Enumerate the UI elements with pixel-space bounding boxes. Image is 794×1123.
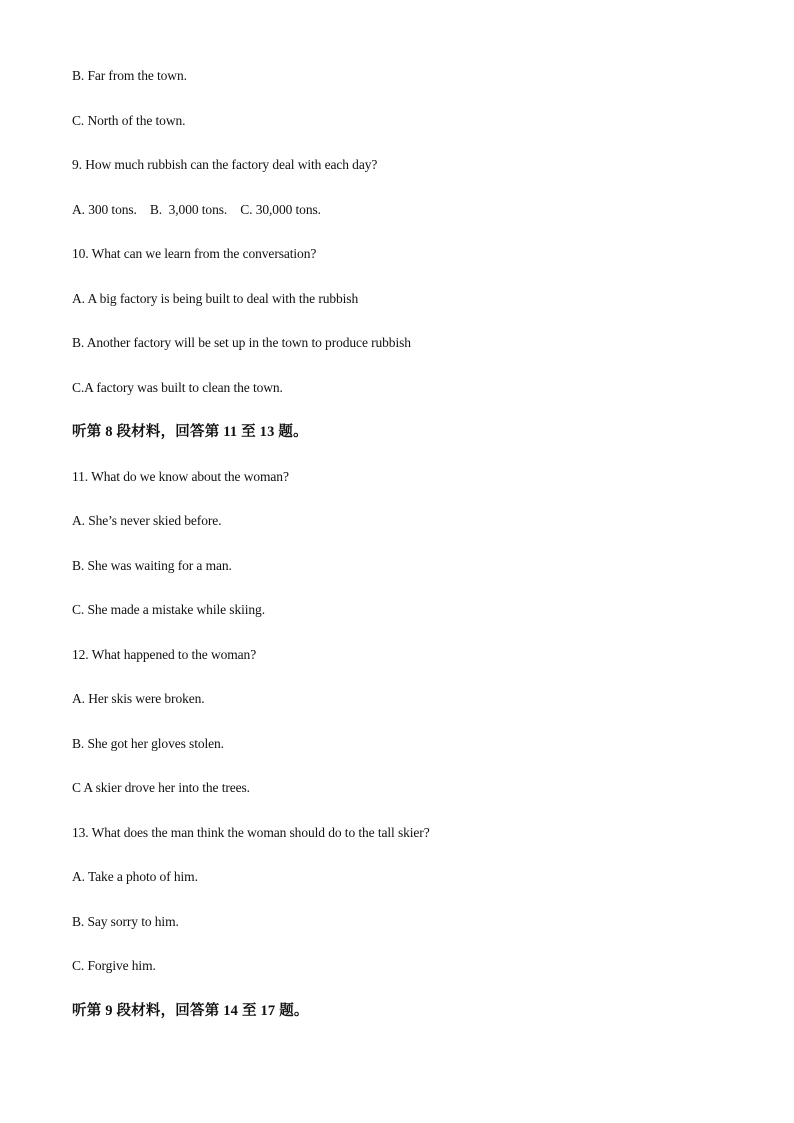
question-12: 12. What happened to the woman? (72, 647, 257, 662)
option-12c: C A skier drove her into the trees. (72, 780, 250, 795)
question-11: 11. What do we know about the woman? (72, 469, 289, 484)
option-13c: C. Forgive him. (72, 958, 156, 973)
question-9: 9. How much rubbish can the factory deal with each day? (72, 157, 378, 172)
option-8b: B. Far from the town. (72, 68, 187, 83)
options-9: A. 300 tons. B. 3,000 tons. C. 30,000 tons. (72, 202, 321, 217)
section-heading-9: 听第 9 段材料，回答第 14 至 17 题。 (72, 1003, 309, 1019)
option-10c: C.A factory was built to clean the town. (72, 380, 283, 395)
option-10b: B. Another factory will be set up in the town to produce rubbish (72, 335, 411, 350)
option-13a: A. Take a photo of him. (72, 869, 198, 884)
option-12a: A. Her skis were broken. (72, 691, 205, 706)
question-10: 10. What can we learn from the conversation? (72, 246, 317, 261)
option-11a: A. She’s never skied before. (72, 513, 222, 528)
option-10a: A. A big factory is being built to deal with the rubbish (72, 291, 359, 306)
option-11c: C. She made a mistake while skiing. (72, 602, 265, 617)
section-heading-8: 听第 8 段材料，回答第 11 至 13 题。 (72, 424, 308, 440)
option-11b: B. She was waiting for a man. (72, 558, 232, 573)
option-13b: B. Say sorry to him. (72, 914, 179, 929)
option-8c: C. North of the town. (72, 113, 186, 128)
option-12b: B. She got her gloves stolen. (72, 736, 224, 751)
question-13: 13. What does the man think the woman should do to the tall skier? (72, 825, 430, 840)
